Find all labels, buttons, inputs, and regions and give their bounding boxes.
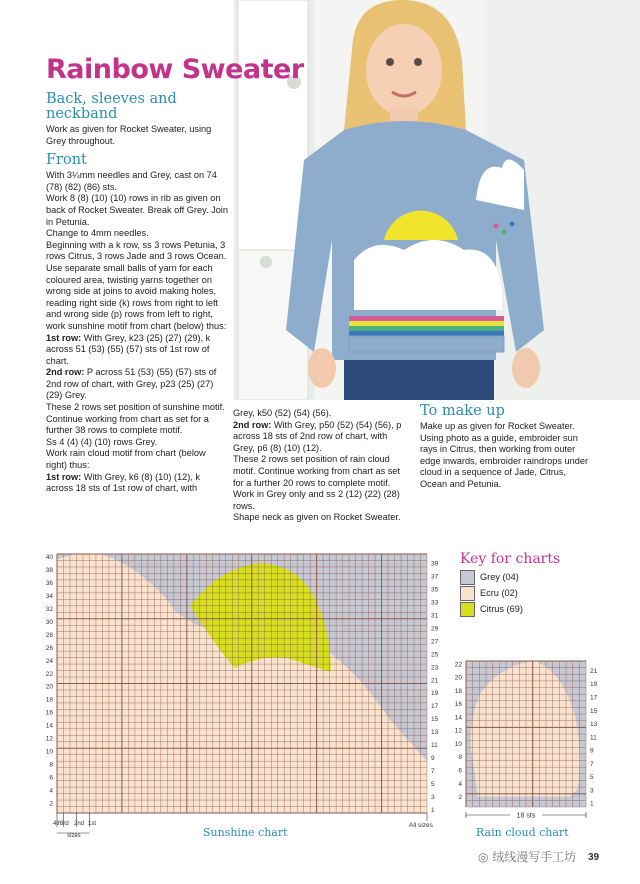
ecru-swatch [460, 586, 475, 601]
front-para: Ss 4 (4) (4) (10) rows Grey. [46, 436, 158, 447]
right-tick-label: 3 [431, 793, 435, 801]
left-tick-label: 30 [45, 618, 53, 626]
left-tick-label: 6 [49, 774, 53, 782]
make-up-heading: To make up [420, 403, 505, 419]
row-text: With Grey, k6 (8) (10) (12), k across 18 sts of 1st row of chart, with [46, 471, 201, 494]
left-tick-label: 36 [45, 580, 53, 588]
watermark-text: 绒线漫写手工坊 [492, 850, 577, 864]
size-mark-label: 1st [88, 821, 97, 827]
front-heading: Front [46, 152, 87, 169]
front-row-2b [233, 420, 411, 455]
back-text: Work as given for Rocket Sweater, using Grey throughout. [46, 124, 212, 146]
front-text [46, 170, 228, 495]
right-tick-label: 19 [590, 681, 598, 689]
front-para: These 2 rows set position of sunshine motif. Continue working from chart as set for a further 38 rows to complete motif. [46, 402, 225, 436]
right-tick-label: 15 [590, 707, 598, 715]
front-para: With 3¼mm needles and Grey, cast on 74 (78) (82) (86) sts. [46, 170, 217, 192]
all-sizes-label: All sizes [409, 822, 433, 829]
front-para: Work 8 (8) (10) (10) rows in rib as given on back of Rocket Sweater. Break off Grey. Join in Petunia. [46, 193, 228, 227]
col2-para: Work in Grey only and ss 2 (12) (22) (28) rows. [233, 489, 400, 511]
front-row-1b [46, 472, 228, 495]
left-tick-label: 2 [49, 800, 53, 808]
right-tick-label: 33 [431, 599, 439, 607]
left-tick-label: 22 [454, 661, 462, 669]
left-tick-label: 12 [45, 735, 53, 743]
right-tick-label: 13 [431, 729, 439, 737]
key-label: Citrus (69) [480, 604, 523, 614]
right-tick-label: 37 [431, 573, 439, 581]
left-column [46, 92, 228, 495]
right-tick-label: 25 [431, 651, 439, 659]
right-tick-label: 9 [590, 747, 594, 755]
back-heading: Back, sleeves and neckband [46, 91, 177, 122]
col2-para: Shape neck as given on Rocket Sweater. [233, 512, 401, 523]
front-para: Beginning with a k row, ss 3 rows Petunia, 3 rows Citrus, 3 rows Jade and 3 rows Ocean. [46, 239, 227, 262]
row-text: P across 51 (53) (55) (57) sts of 2nd row of chart, with Grey, p23 (25) (27) (29) Grey. [46, 367, 217, 401]
left-tick-label: 4 [49, 787, 53, 795]
left-tick-label: 10 [45, 748, 53, 756]
right-tick-label: 35 [431, 586, 439, 594]
citrus-swatch [460, 602, 475, 617]
left-tick-label: 26 [45, 644, 53, 652]
key-item-ecru [460, 585, 610, 601]
key-title: Key for charts [460, 551, 561, 567]
left-tick-label: 4 [458, 780, 462, 788]
grey-swatch [460, 570, 475, 585]
left-tick-label: 18 [454, 687, 462, 695]
front-para: Work rain cloud motif from chart (below right) thus: [46, 448, 206, 471]
rain-cloud-chart [448, 655, 603, 825]
row-label: 2nd row: [233, 419, 272, 430]
make-up-section [420, 404, 590, 491]
right-tick-label: 7 [431, 767, 435, 775]
front-para: Change to 4mm needles. [46, 228, 149, 239]
left-tick-label: 8 [458, 754, 462, 762]
left-tick-label: 16 [454, 701, 462, 709]
left-tick-label: 20 [454, 674, 462, 682]
right-tick-label: 1 [590, 800, 594, 808]
key-list [460, 569, 610, 617]
right-tick-label: 29 [431, 625, 439, 633]
left-tick-label: 12 [454, 727, 462, 735]
left-tick-label: 24 [45, 657, 53, 665]
row-text: With Grey, k23 (25) (27) (29), k across 51 (53) (55) (57) sts of 1st row of chart. [46, 332, 211, 366]
left-tick-label: 18 [45, 696, 53, 704]
right-tick-label: 17 [590, 694, 598, 702]
pattern-title: Rainbow Sweater [46, 54, 304, 85]
size-mark-label: 4th [53, 821, 62, 827]
front-row-1 [46, 333, 228, 368]
left-tick-label: 8 [49, 761, 53, 769]
col2-para: Grey, k50 (52) (54) (56). [233, 408, 332, 418]
middle-column [233, 408, 411, 524]
sunshine-chart-area [38, 548, 443, 848]
left-tick-label: 10 [454, 740, 462, 748]
right-tick-label: 13 [590, 721, 598, 729]
left-tick-label: 32 [45, 606, 53, 614]
left-tick-label: 6 [458, 767, 462, 775]
right-tick-label: 39 [431, 560, 439, 568]
right-tick-label: 1 [431, 806, 435, 814]
right-tick-label: 21 [431, 677, 439, 685]
size-mark-label: 3rd [60, 821, 69, 827]
left-tick-label: 22 [45, 670, 53, 678]
right-tick-label: 7 [590, 760, 594, 768]
right-tick-label: 5 [431, 780, 435, 788]
watermark [478, 848, 576, 865]
right-tick-label: 5 [590, 774, 594, 782]
right-tick-label: 31 [431, 612, 439, 620]
row-label: 2nd row: [46, 367, 85, 378]
left-tick-label: 40 [45, 554, 53, 562]
right-tick-label: 17 [431, 703, 439, 711]
page-number: 39 [588, 852, 600, 863]
cloud-chart-area [448, 655, 603, 825]
sunshine-chart-caption: Sunshine chart [203, 826, 288, 839]
right-tick-label: 15 [431, 716, 439, 724]
front-row-2 [46, 367, 228, 402]
left-tick-label: 20 [45, 683, 53, 691]
chart-key [460, 551, 610, 617]
key-label: Grey (04) [480, 572, 519, 582]
key-item-grey [460, 569, 610, 585]
front-para: Use separate small balls of yarn for each coloured area, twisting yarns together on wrong side at joins to avoid making holes, reading right side (k) rows from right to left and wrong side (p) rows from left to right, work sunshine motif from chart (below) thus: [46, 262, 227, 331]
right-tick-label: 19 [431, 690, 439, 698]
sunshine-chart [38, 548, 443, 848]
left-tick-label: 2 [458, 794, 462, 802]
row-label: 1st row: [46, 471, 82, 482]
sizes-label: sizes [67, 833, 81, 839]
left-tick-label: 14 [45, 722, 53, 730]
right-tick-label: 9 [431, 754, 435, 762]
right-tick-label: 23 [431, 664, 439, 672]
right-tick-label: 11 [431, 742, 438, 750]
width-label: 18 sts [516, 812, 536, 820]
left-tick-label: 34 [45, 593, 53, 601]
left-tick-label: 14 [454, 714, 462, 722]
left-tick-label: 28 [45, 631, 53, 639]
cloud-chart-caption: Rain cloud chart [476, 826, 569, 839]
left-tick-label: 16 [45, 709, 53, 717]
key-item-citrus [460, 601, 610, 617]
left-tick-label: 38 [45, 567, 53, 575]
right-tick-label: 21 [590, 667, 598, 675]
key-label: Ecru (02) [480, 588, 518, 598]
size-mark-label: 2nd [74, 821, 85, 827]
right-tick-label: 27 [431, 638, 439, 646]
right-tick-label: 3 [590, 787, 594, 795]
col2-para: These 2 rows set position of rain cloud motif. Continue working from chart as set for a further 20 rows to complete motif. [233, 454, 400, 488]
row-label: 1st row: [46, 332, 82, 343]
right-tick-label: 11 [590, 734, 597, 742]
row-text: With Grey, p50 (52) (54) (56), p across 18 sts of 2nd row of chart, with Grey, p6 (8) (10) (12). [233, 419, 402, 453]
wechat-icon: ◎ [478, 850, 493, 864]
make-up-text: Make up as given for Rocket Sweater. Using photo as a guide, embroider sun rays in Citrus, then working from outer edge inwards, embroider raindrops under cloud in a sequence of Jade, Citrus, Ocean and Petunia. [420, 421, 589, 489]
